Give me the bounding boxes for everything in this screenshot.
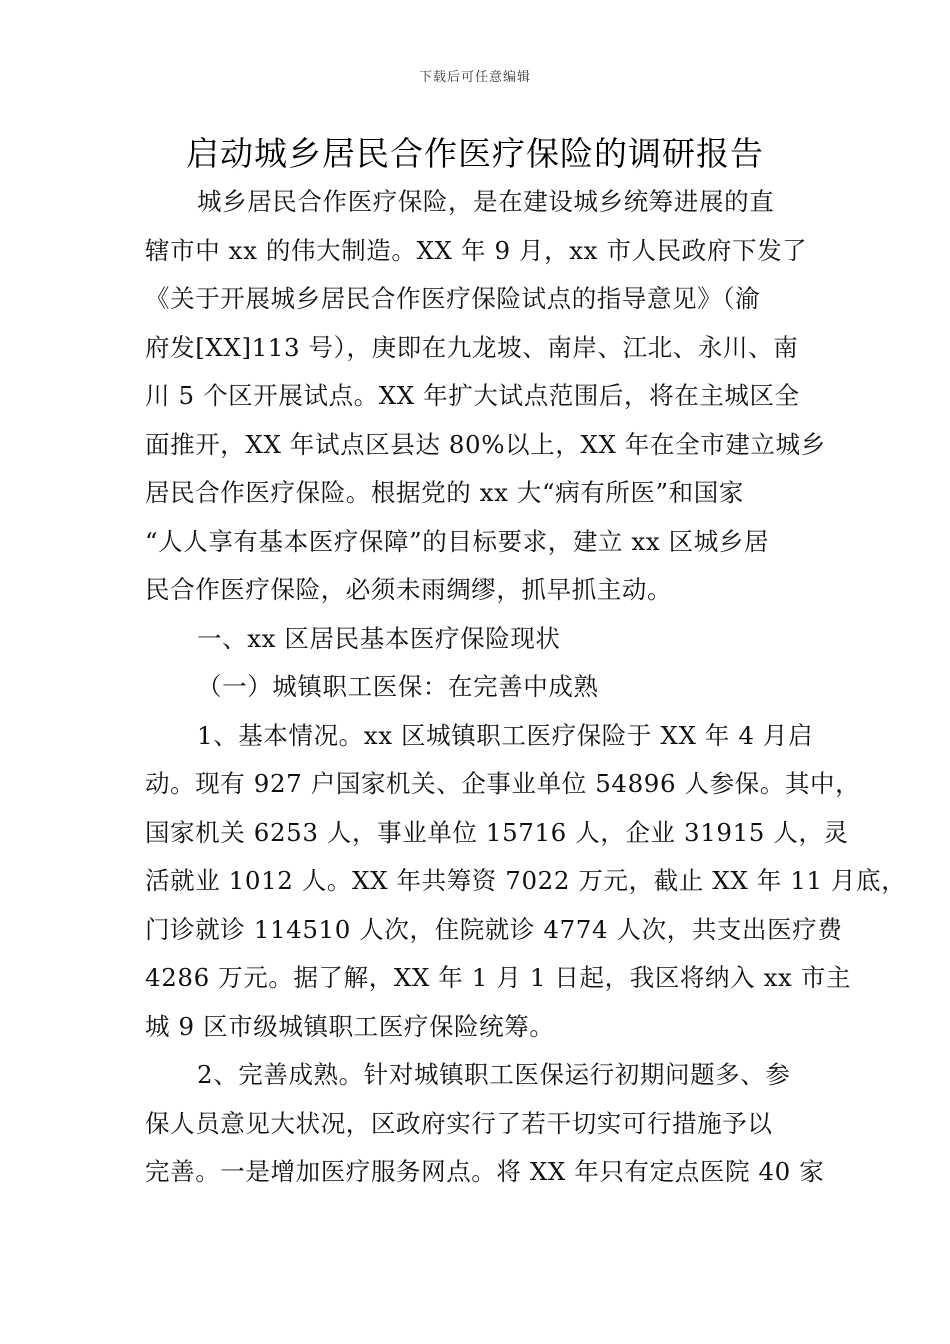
- paragraph-line: 民合作医疗保险，必须未雨绸缪，抓早抓主动。: [145, 575, 673, 604]
- paragraph-line: 《关于开展城乡居民合作医疗保险试点的指导意见》（渝: [145, 284, 761, 313]
- paragraph-line: 4286 万元。据了解，XX 年 1 月 1 日起，我区将纳入 xx 市主: [145, 963, 852, 992]
- paragraph-line: “人人享有基本医疗保障”的目标要求，建立 xx 区城乡居: [145, 526, 770, 556]
- paragraph-line: 辖市中 xx 的伟大制造。XX 年 9 月，xx 市人民政府下发了: [145, 235, 808, 265]
- paragraph-line: 动。现有 927 户国家机关、企事业单位 54896 人参保。其中，: [145, 769, 861, 798]
- subsection-heading: （一）城镇职工医保：在完善中成熟: [197, 672, 599, 701]
- paragraph-line: 城 9 区市级城镇职工医疗保险统筹。: [145, 1011, 555, 1041]
- paragraph-line: 完善。一是增加医疗服务网点。将 XX 年只有定点医院 40 家: [145, 1157, 825, 1186]
- paragraph-line: 2、完善成熟。针对城镇职工医保运行初期问题多、参: [197, 1060, 791, 1089]
- document-title: 启动城乡居民合作医疗保险的调研报告: [186, 134, 764, 173]
- paragraph-line: 活就业 1012 人。XX 年共筹资 7022 万元，截止 XX 年 11 月底，: [145, 866, 907, 895]
- header-note: 下载后可任意编辑: [418, 70, 531, 85]
- paragraph-line: 1、基本情况。xx 区城镇职工医疗保险于 XX 年 4 月启: [197, 720, 814, 750]
- document-body: [145, 178, 907, 1197]
- section-heading: 一、xx 区居民基本医疗保险现状: [197, 623, 561, 653]
- paragraph-line: 城乡居民合作医疗保险，是在建设城乡统筹进展的直: [197, 187, 775, 216]
- paragraph-line: 居民合作医疗保险。根据党的 xx 大“病有所医”和国家: [145, 478, 744, 507]
- paragraph-line: 国家机关 6253 人，事业单位 15716 人，企业 31915 人，灵: [145, 817, 849, 847]
- paragraph-line: 面推开，XX 年试点区县达 80%以上，XX 年在全市建立城乡: [145, 429, 826, 459]
- paragraph-line: 府发[XX]113 号），庚即在九龙坡、南岸、江北、永川、南: [145, 332, 799, 362]
- paragraph-line: 保人员意见大状况，区政府实行了若干切实可行措施予以: [145, 1108, 773, 1138]
- paragraph-line: 川 5 个区开展试点。XX 年扩大试点范围后，将在主城区全: [145, 381, 800, 410]
- paragraph-line: 门诊就诊 114510 人次，住院就诊 4774 人次，共支出医疗费: [145, 914, 843, 944]
